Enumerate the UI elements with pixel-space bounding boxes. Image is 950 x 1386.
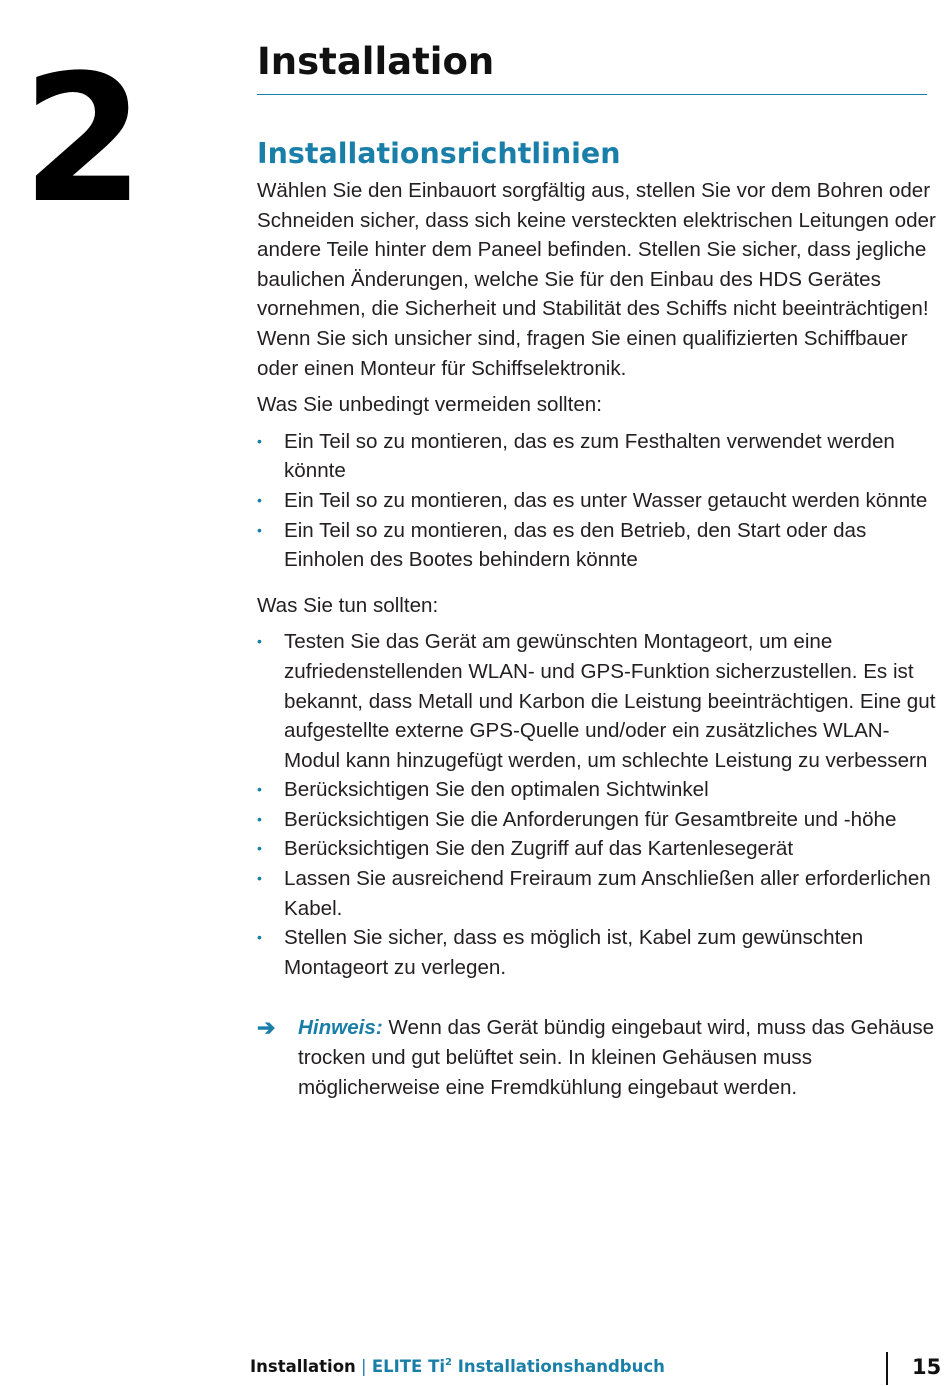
bullet-icon: •	[257, 781, 262, 798]
list-item-text: Ein Teil so zu montieren, das es den Betrieb, den Start oder das Einholen des Bootes behindern könnte	[284, 518, 867, 572]
main-content	[257, 136, 937, 1102]
do-lead: Was Sie tun sollten:	[257, 593, 439, 617]
list-item-text: Ein Teil so zu montieren, das es zum Festhalten verwendet werden könnte	[284, 429, 895, 483]
bullet-icon: •	[257, 929, 262, 946]
note-label: Hinweis:	[298, 1016, 383, 1040]
list-item	[257, 486, 937, 516]
list-item-text: Lassen Sie ausreichend Freiraum zum Anschließen aller erforderlichen Kabel.	[284, 867, 931, 920]
page-footer	[250, 1352, 665, 1378]
avoid-lead: Was Sie unbedingt vermeiden sollten:	[257, 393, 602, 417]
page-number: 15	[912, 1355, 942, 1379]
list-item	[257, 923, 937, 982]
section-heading: Installationsrichtlinien	[257, 137, 621, 170]
note-block	[257, 1013, 937, 1102]
bullet-icon: •	[257, 633, 262, 650]
bullet-icon: •	[257, 840, 262, 857]
list-item	[257, 775, 937, 805]
title-divider	[257, 94, 927, 95]
footer-superscript: 2	[444, 1357, 452, 1368]
footer-manual: Installationshandbuch	[451, 1357, 665, 1376]
list-item	[257, 864, 937, 923]
list-item	[257, 427, 937, 486]
list-item-text: Berücksichtigen Sie den Zugriff auf das Kartenlesegerät	[284, 837, 794, 861]
intro-paragraph: Wählen Sie den Einbauort sorgfältig aus, stellen Sie vor dem Bohren oder Schneiden sicher, dass sich keine versteckten elektrischen Leitungen oder andere Teile hinter dem Paneel befinden. Stellen Sie sicher, dass jegliche baulichen Änderungen, welche Sie für den Einbau des HDS Gerätes vornehmen, die Sicherheit und Stabilität des Schiffs nicht beeinträchtigen! Wenn Sie sich unsicher sind, fragen Sie einen qualifizierten Schiffbauer oder einen Monteur für Schiffselektronik.	[257, 179, 936, 380]
list-item-text: Stellen Sie sicher, dass es möglich ist, Kabel zum gewünschten Montageort zu verlegen.	[284, 926, 864, 979]
list-item	[257, 805, 937, 835]
list-item	[257, 627, 937, 775]
bullet-icon: •	[257, 810, 262, 827]
bullet-icon: •	[257, 870, 262, 887]
list-item-text: Ein Teil so zu montieren, das es unter Wasser getaucht werden könnte	[284, 488, 928, 512]
list-item-text: Berücksichtigen Sie den optimalen Sichtwinkel	[284, 778, 709, 802]
footer-product: ELITE Ti	[371, 1357, 445, 1376]
list-item	[257, 516, 937, 575]
list-item-text: Testen Sie das Gerät am gewünschten Montageort, um eine zufriedenstellenden WLAN- und GPS-Funktion sicherzustellen. Es ist bekannt, dass Metall und Karbon die Leistung beeinträchtigen. Eine gut aufgestellte externe GPS-Quelle und/oder ein zusätzliches WLAN-Modul kann hinzugefügt werden, um schlechte Leistung zu verbessern	[284, 630, 936, 772]
bullet-icon: •	[257, 521, 262, 538]
avoid-list	[257, 427, 937, 575]
do-list	[257, 627, 937, 982]
list-item	[257, 834, 937, 864]
bullet-icon: •	[257, 432, 262, 449]
bullet-icon: •	[257, 491, 262, 508]
list-item-text: Berücksichtigen Sie die Anforderungen für Gesamtbreite und -höhe	[284, 807, 897, 831]
chapter-title: Installation	[257, 40, 495, 83]
arrow-right-icon: ➔	[257, 1015, 276, 1041]
footer-divider	[886, 1352, 888, 1385]
note-text: Wenn das Gerät bündig eingebaut wird, muss das Gehäuse trocken und gut belüftet sein. In kleinen Gehäusen muss möglicherweise eine Fremdkühlung eingebaut werden.	[298, 1016, 935, 1099]
footer-section: Installation	[250, 1357, 356, 1376]
footer-separator: |	[355, 1357, 372, 1376]
chapter-number: 2	[22, 37, 141, 242]
